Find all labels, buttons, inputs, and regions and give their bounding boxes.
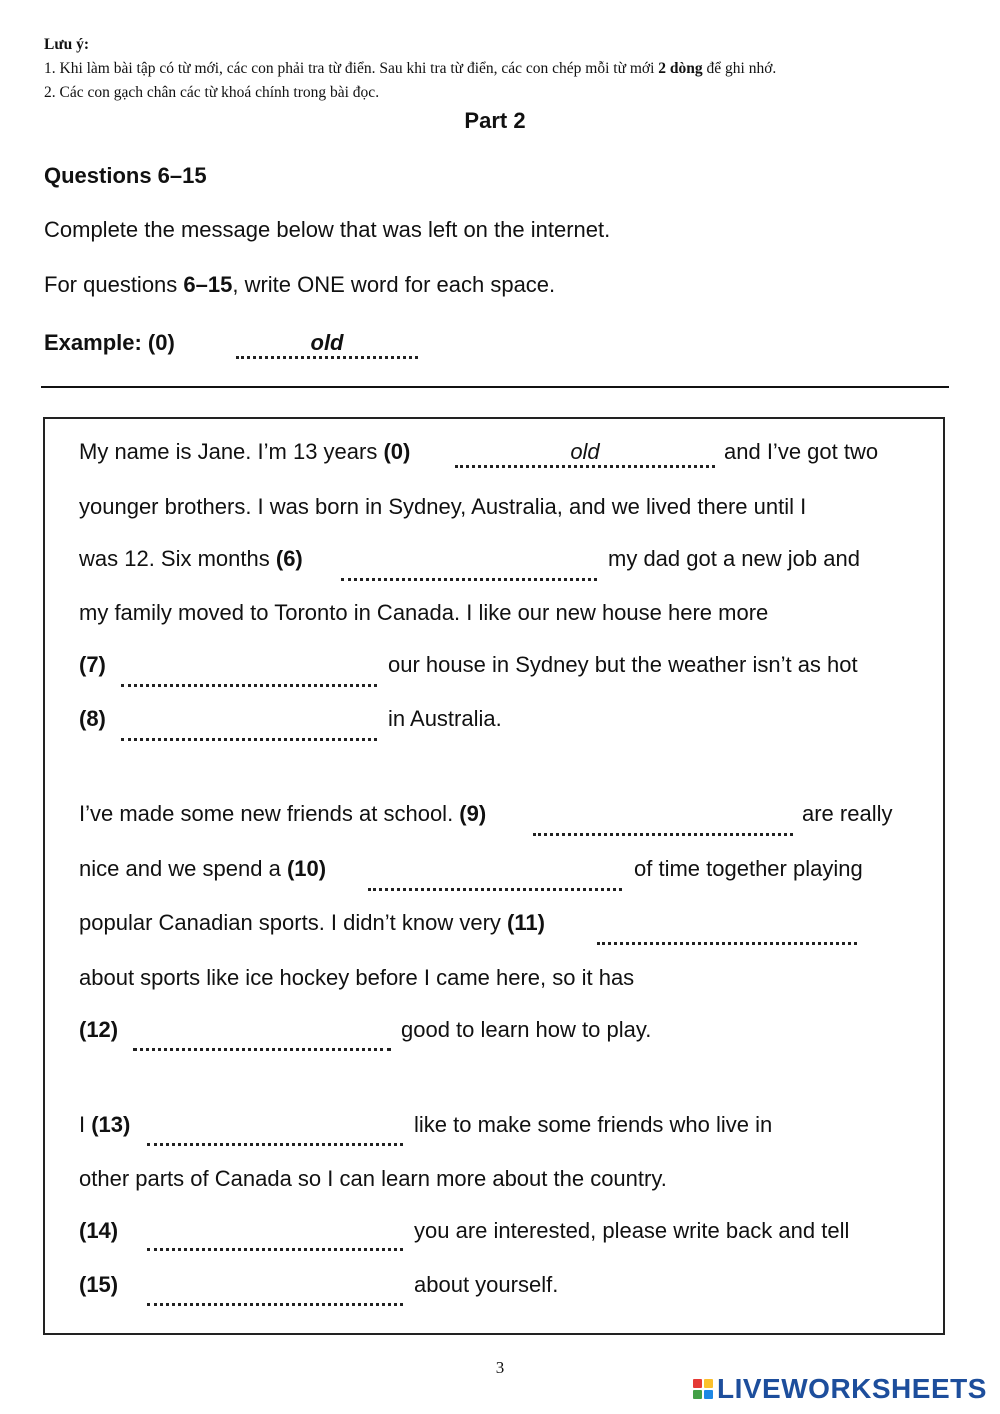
answer-13-input[interactable] [147,1117,403,1146]
question-number: (15) [79,1272,119,1297]
logo-mark-icon [693,1379,713,1399]
example-label: Example: (0) [44,330,175,355]
example-answer: old [236,330,418,359]
message-line: nice and we spend a (10) [79,856,327,881]
answer-9-input[interactable] [533,807,793,836]
logo-text: LIVEWORKSHEETS [717,1373,987,1404]
answer-8-input[interactable] [121,712,377,741]
question-number: (7) [79,652,106,677]
message-line: like to make some friends who live in [414,1112,773,1137]
logo-square-icon [693,1390,702,1399]
message-line: good to learn how to play. [401,1017,652,1042]
note-line-1: 1. Khi làm bài tập có từ mới, các con phải tra từ điển. Sau khi tra từ điển, các con chép mỗi từ mới 2 dòng để ghi nhớ. [44,60,777,77]
note-line-2: 2. Các con gạch chân các từ khoá chính trong bài đọc. [44,84,380,101]
message-line: was 12. Six months (6) [79,546,303,571]
answer-6-input[interactable] [341,552,597,581]
answer-12-input[interactable] [133,1022,391,1051]
question-number: (8) [79,706,106,731]
message-line: I’ve made some new friends at school. (9) [79,801,487,826]
page-number: 3 [495,1358,505,1377]
message-line: I (13) [79,1112,131,1137]
message-line: other parts of Canada so I can learn more about the country. [79,1166,667,1191]
divider [41,386,949,388]
answer-10-input[interactable] [368,862,622,891]
message-line: younger brothers. I was born in Sydney, Australia, and we lived there until I [79,494,807,519]
message-line: of time together playing [634,856,863,881]
instruction-2: For questions 6–15, write ONE word for each space. [44,272,556,297]
note-title: Lưu ý: [44,36,90,53]
answer-0: old [455,439,715,468]
logo-square-icon [704,1390,713,1399]
answer-11-input[interactable] [597,916,857,945]
logo-square-icon [693,1379,702,1388]
message-line: you are interested, please write back and tell [414,1218,850,1243]
message-line: and I’ve got two [724,439,879,464]
liveworksheets-logo [693,1374,987,1404]
note-block [44,33,984,105]
questions-heading: Questions 6–15 [44,163,207,188]
message-line: about yourself. [414,1272,559,1297]
part-title: Part 2 [464,108,526,133]
message-line: are really [802,801,893,826]
message-line: my family moved to Toronto in Canada. I like our new house here more [79,600,769,625]
question-number: (12) [79,1017,119,1042]
answer-7-input[interactable] [121,658,377,687]
message-line: in Australia. [388,706,502,731]
message-line: My name is Jane. I’m 13 years (0) [79,439,411,464]
message-line: popular Canadian sports. I didn’t know very (11) [79,910,545,935]
answer-15-input[interactable] [147,1277,403,1306]
message-line: about sports like ice hockey before I came here, so it has [79,965,635,990]
instruction-1: Complete the message below that was left on the internet. [44,217,611,242]
question-number: (14) [79,1218,119,1243]
message-line: our house in Sydney but the weather isn’t as hot [388,652,858,677]
logo-square-icon [704,1379,713,1388]
message-line: my dad got a new job and [608,546,860,571]
answer-14-input[interactable] [147,1222,403,1251]
